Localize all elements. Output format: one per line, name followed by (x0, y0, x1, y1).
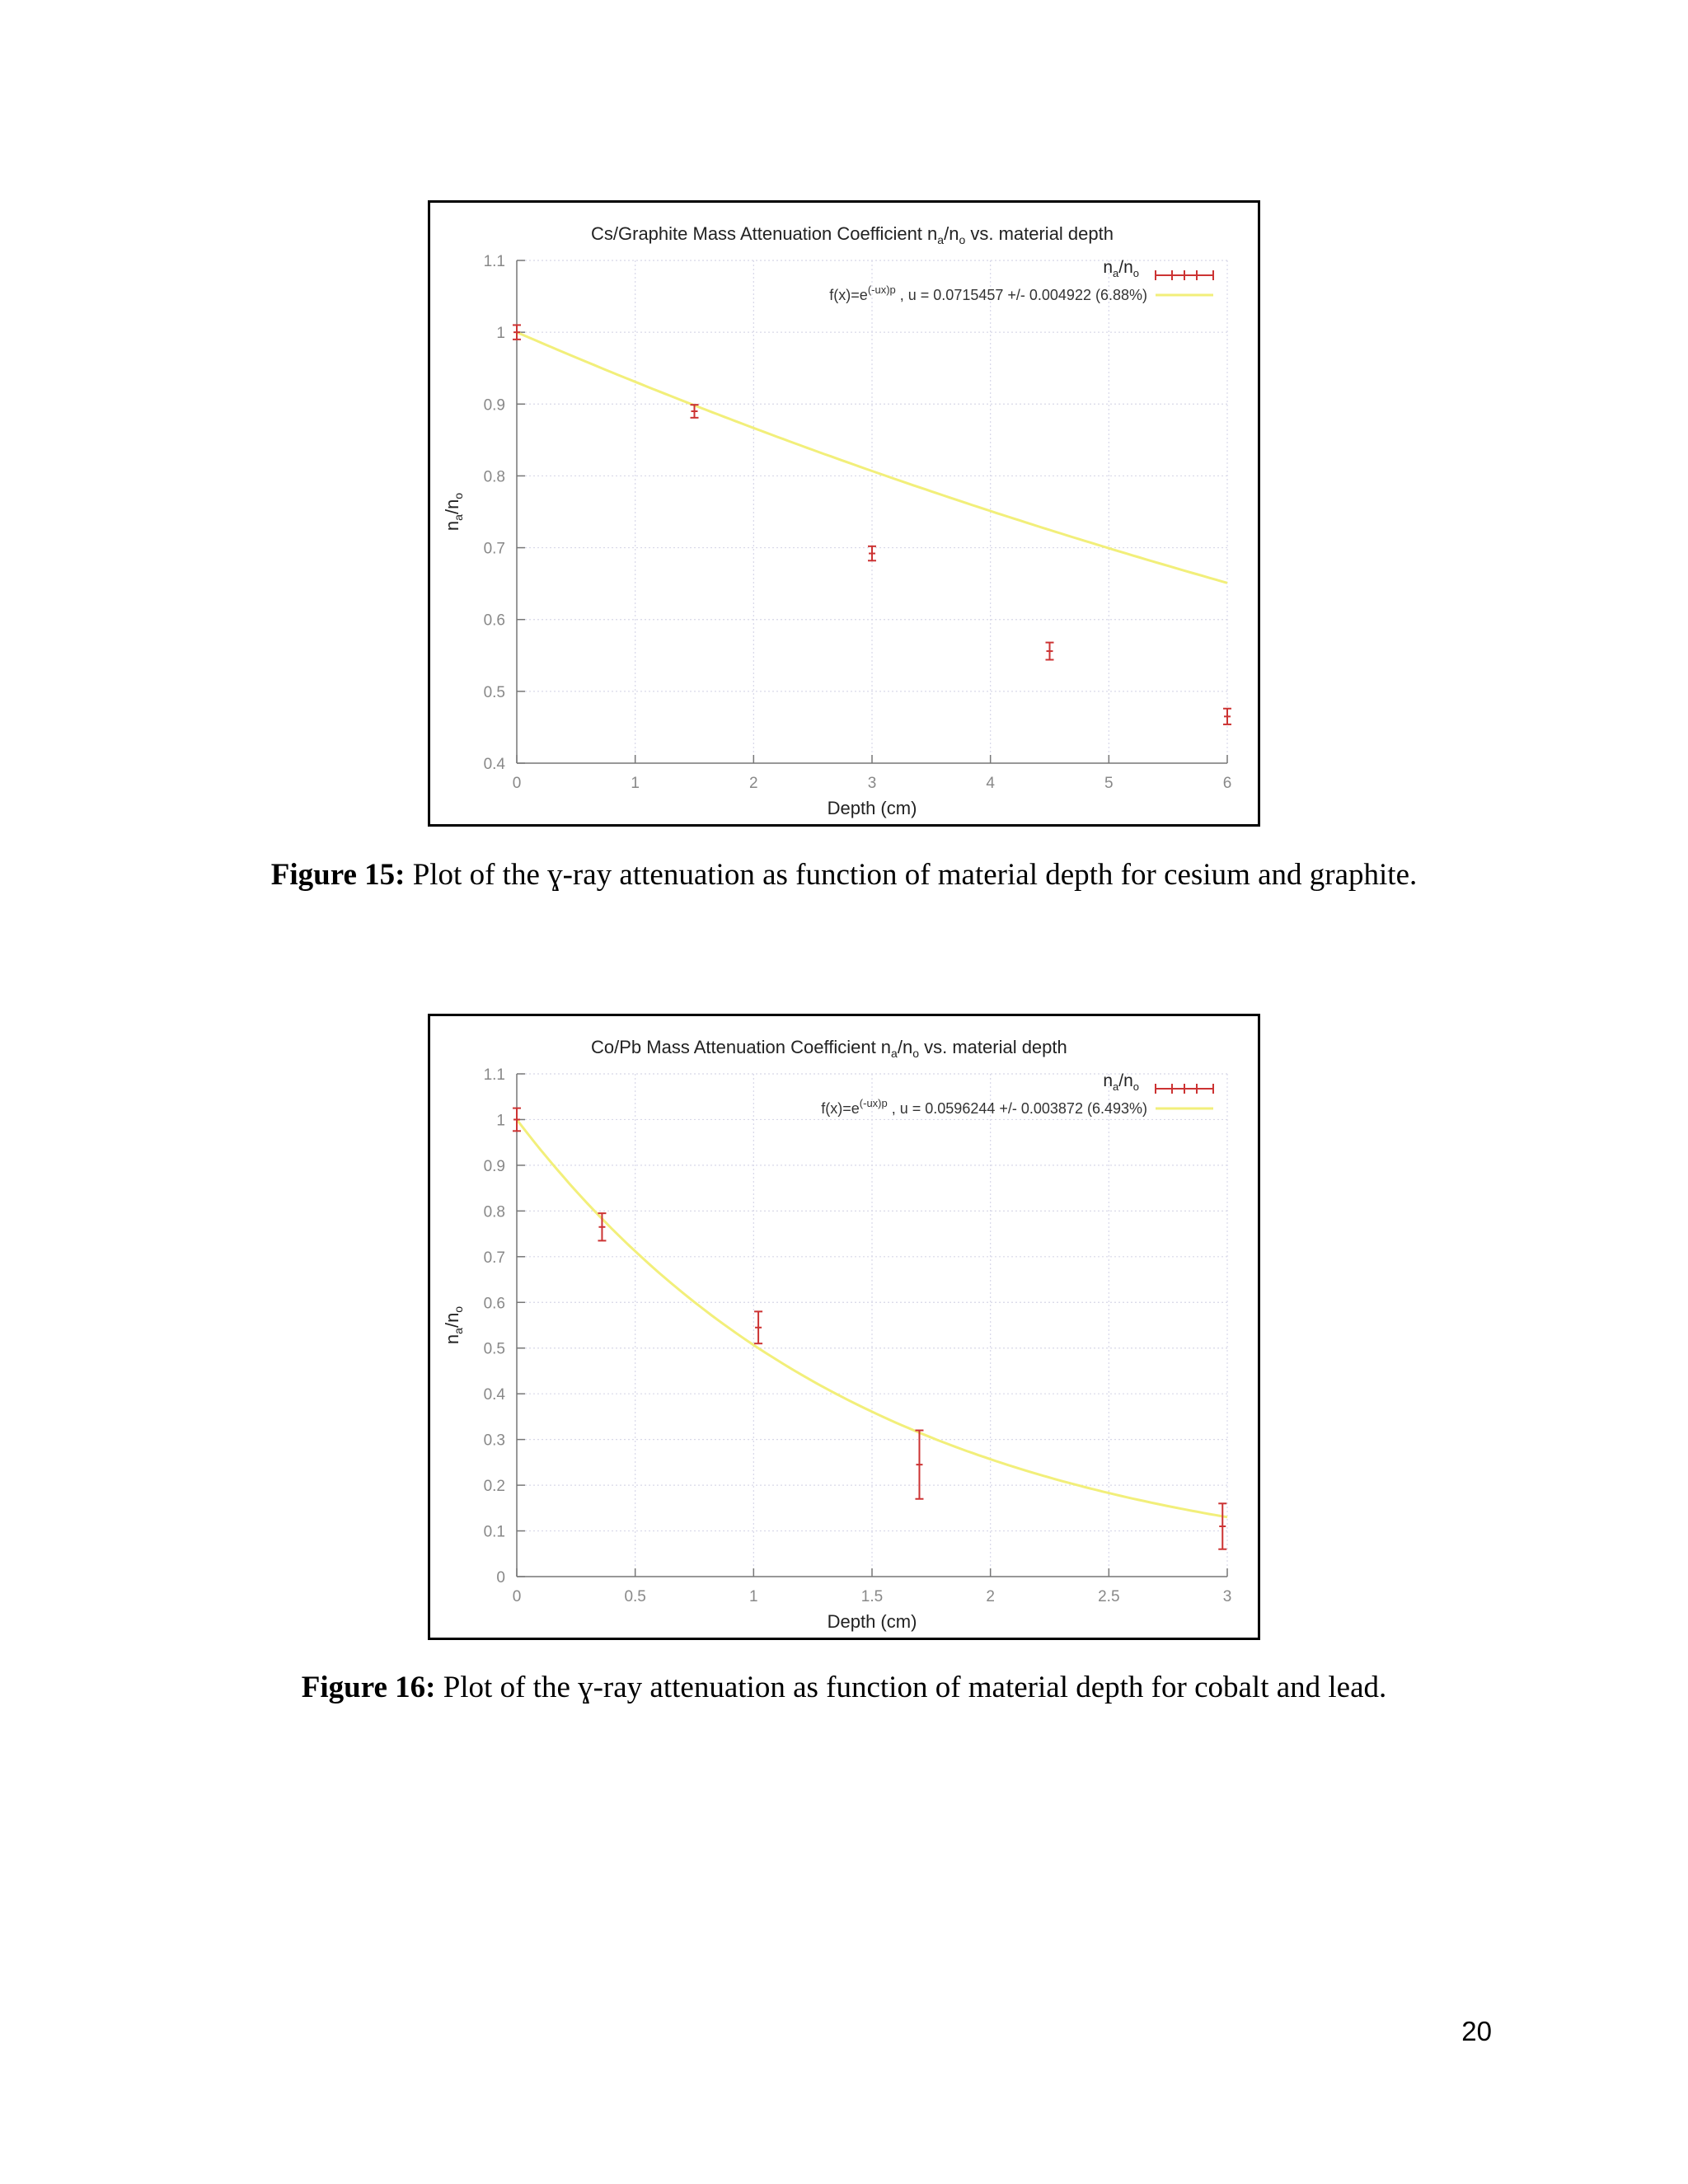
y-tick-label: 0 (496, 1569, 505, 1586)
data-point (868, 546, 876, 560)
chart-title: Cs/Graphite Mass Attenuation Coefficient $n_a/n_o$ vs. material depth (591, 223, 1114, 246)
y-tick-label: 0.5 (483, 1340, 505, 1358)
y-tick-label: 1.1 (483, 253, 505, 270)
legend-label-data: $n_a/n_o$ (1103, 1071, 1139, 1093)
y-tick-label: 0.9 (483, 396, 505, 415)
y-tick-label: 0.3 (483, 1432, 505, 1450)
y-tick-label: 0.2 (483, 1478, 505, 1496)
figure-15-label: Figure 15: (270, 858, 406, 892)
x-tick-label: 1 (631, 775, 640, 792)
x-tick-label: 0 (512, 1588, 522, 1605)
y-tick-label: 0.6 (483, 612, 505, 630)
y-tick-label: 1 (496, 325, 505, 343)
x-axis-label: Depth (cm) (827, 798, 917, 818)
legend-label-fit: $f(x)=e^{(-ux)}p$ , u = 0.0596244 +/- 0.003872 (6.493%) (821, 1097, 1147, 1117)
x-tick-label: 2.5 (1098, 1588, 1120, 1605)
figure-16-caption (0, 1670, 1688, 1706)
data-point (513, 325, 521, 339)
grid (517, 260, 1227, 763)
data-points (513, 1108, 1226, 1549)
y-tick-label: 1.1 (483, 1066, 505, 1084)
y-tick-label: 0.5 (483, 683, 505, 701)
data-point (1218, 1503, 1226, 1549)
y-tick-label: 0.4 (483, 756, 505, 773)
y-tick-label: 0.7 (483, 1249, 505, 1267)
chart-title: Co/Pb Mass Attenuation Coefficient $n_a/n_o$ vs. material depth (591, 1037, 1067, 1060)
data-point (513, 1108, 521, 1132)
cs-graphite-chart (430, 203, 1258, 824)
legend-label-data: $n_a/n_o$ (1103, 258, 1139, 279)
x-tick-label: 3 (867, 775, 877, 792)
x-tick-label: 2 (986, 1588, 995, 1605)
data-point (915, 1431, 923, 1499)
data-point (1046, 643, 1054, 660)
figure-16-caption-text: Plot of the ɣ-ray attenuation as function of material depth for cobalt and lead. (435, 1671, 1387, 1704)
y-tick-label: 1 (496, 1112, 505, 1130)
y-tick-label: 0.9 (483, 1157, 505, 1175)
x-tick-label: 0.5 (624, 1588, 646, 1605)
page-number: 20 (1461, 2016, 1492, 2046)
figure-15-frame (428, 200, 1260, 827)
figure-16-frame (428, 1014, 1260, 1640)
x-tick-label: 5 (1104, 775, 1114, 792)
y-axis-label: $n_a/n_o$ (442, 492, 465, 532)
legend (829, 258, 1213, 303)
figure-15-caption (0, 857, 1688, 893)
x-tick-label: 3 (1222, 1588, 1232, 1605)
x-axis-label: Depth (cm) (827, 1611, 917, 1632)
x-tick-label: 6 (1222, 775, 1232, 792)
y-tick-label: 0.4 (483, 1386, 505, 1404)
legend-label-fit: $f(x)=e^{(-ux)}p$ , u = 0.0715457 +/- 0.004922 (6.88%) (829, 284, 1147, 303)
figure-15-caption-text: Plot of the ɣ-ray attenuation as function of material depth for cesium and graphite. (405, 858, 1418, 892)
x-tick-label: 1.5 (860, 1588, 884, 1605)
co-pb-chart (430, 1016, 1258, 1638)
y-axis-label: $n_a/n_o$ (442, 1305, 465, 1345)
x-tick-label: 0 (512, 775, 522, 792)
legend (821, 1071, 1213, 1117)
y-tick-label: 0.1 (483, 1523, 505, 1541)
grid (517, 1074, 1227, 1577)
figure-16-label: Figure 16: (301, 1671, 436, 1704)
x-tick-label: 2 (749, 775, 758, 792)
y-tick-label: 0.8 (483, 468, 505, 486)
x-tick-label: 1 (749, 1588, 758, 1605)
x-tick-label: 4 (986, 775, 995, 792)
y-tick-label: 0.6 (483, 1295, 505, 1313)
y-tick-label: 0.8 (483, 1203, 505, 1221)
data-point (754, 1311, 762, 1343)
data-point (1223, 709, 1231, 724)
y-tick-label: 0.7 (483, 540, 505, 558)
